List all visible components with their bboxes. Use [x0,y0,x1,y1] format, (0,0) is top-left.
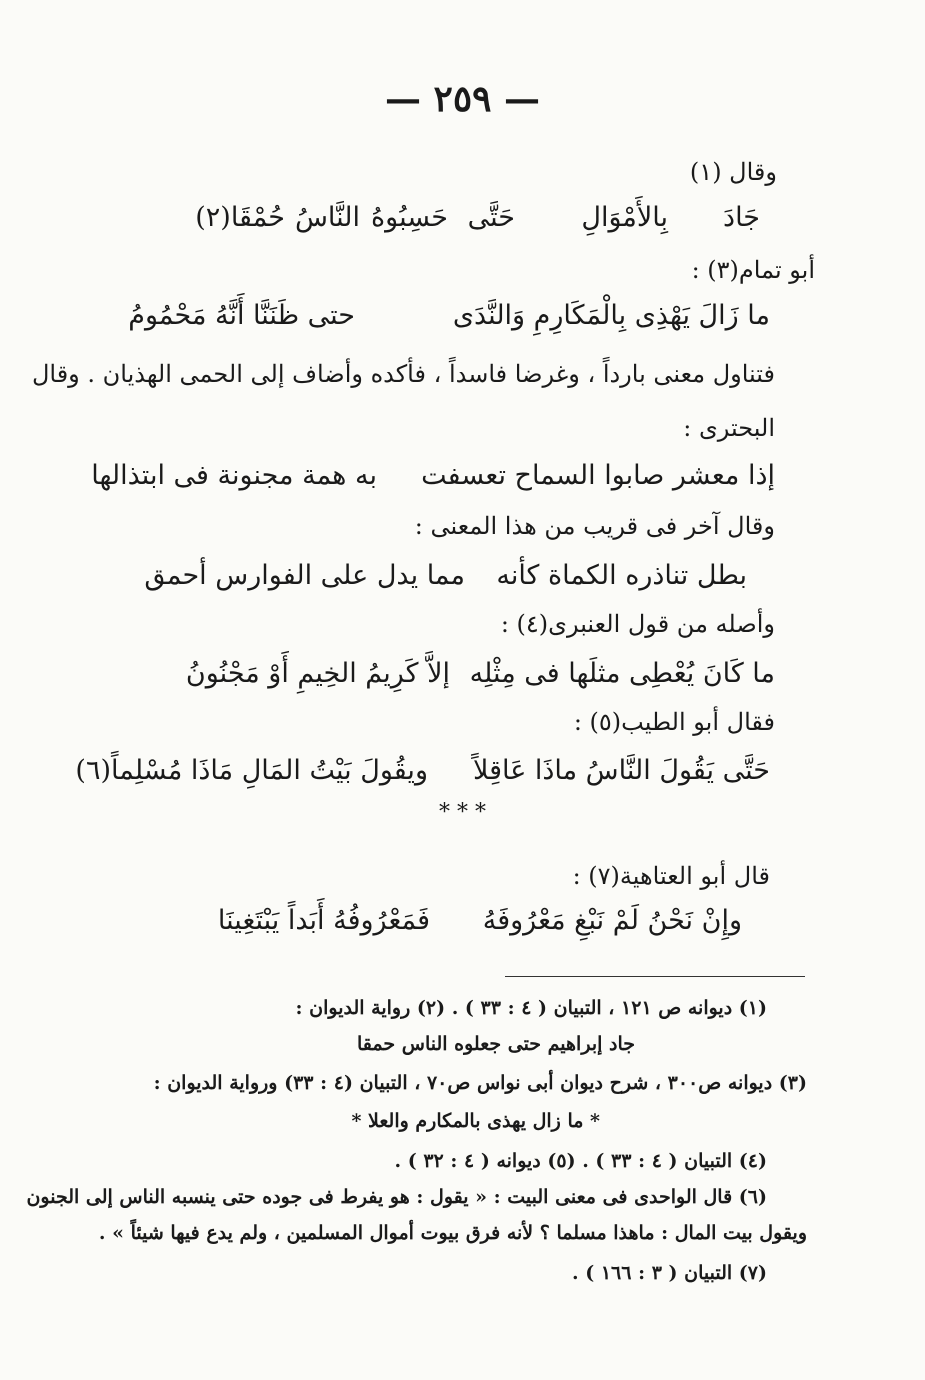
verse-3-second-half: به همة مجنونة فى ابتذالها [91,460,377,491]
intro-line: وقال (١) [689,158,777,186]
prose-line: وقال آخر فى قريب من هذا المعنى : [414,512,775,540]
verse-3-first-half: إذا معشر صابوا السماح تعسفت [421,460,775,491]
footnote-7: (٧) التبيان ( ٣ : ١٦٦ ) . [572,1262,767,1284]
verse-4-second-half: مما يدل على الفوارس أحمق [144,560,465,591]
verse-1-word-2: بِالأَمْوَالِ [581,202,668,233]
verse-1-word-4: حَسِبُوهُ [370,202,448,233]
verse-1-word-3: حَتَّى [467,202,515,233]
footnote-4-5: (٤) التبيان ( ٤ : ٣٣ ) . (٥) ديوانه ( ٤ : ٣٢ ) . [394,1150,767,1172]
verse-2-first-half: ما زَالَ يَهْذِى بِالْمَكَارِمِ وَالنَّدَى [452,300,770,331]
verse-2-second-half: حتى ظَنَنَّا أَنَّهُ مَحْمُومُ [128,300,355,331]
verse-1-word-6: حُمْقَا(٢) [195,202,285,233]
prose-line: فتناول معنى بارداً ، وغرضا فاسداً ، فأكده وأضاف إلى الحمى الهذيان . وقال [31,360,775,388]
prose-line: قال أبو العتاهية(٧) : [572,862,770,890]
verse-4-first-half: بطل تناذره الكماة كأنه [496,560,747,591]
verse-5-second-half: إلاَّ كَرِيمُ الخِيمِ أَوْ مَجْنُونُ [185,658,450,689]
page-number: — ٢٥٩ — [384,78,541,120]
verse-1-word-1: جَادَ [723,202,760,233]
poet-heading: أبو تمام(٣) : [691,256,815,284]
verse-7-second-half: فَمَعْرُوفُهُ أَبَداً يَبْتَغِينَا [217,905,430,936]
verse-5-first-half: ما كَانَ يُعْطِى مثلَها فى مِثْلِه [469,658,775,689]
prose-line: وأصله من قول العنبرى(٤) : [500,610,775,638]
verse-6-first-half: حَتَّى يَقُولَ النَّاسُ ماذَا عَاقِلاً [472,755,770,786]
footnote-divider [505,976,805,977]
footnote-2-verse: جاد إبراهيم حتى جعلوه الناس حمقا [357,1033,635,1055]
footnote-3: (٣) ديوانه ص٣٠٠ ، شرح ديوان أبى نواس ص٧٠ ، التبيان (٤ : ٣٣) ورواية الديوان : [153,1072,807,1094]
section-separator: * * * [439,800,486,825]
prose-line: البحترى : [683,414,775,442]
verse-7-first-half: وإِنْ نَحْنُ لَمْ نَبْغِ مَعْرُوفَهُ [482,905,742,936]
verse-1-word-5: النَّاسُ [294,202,360,233]
footnote-1: (١) ديوانه ص ١٢١ ، التبيان ( ٤ : ٣٣ ) . (٢) رواية الديوان : [295,997,767,1019]
prose-line: فقال أبو الطيب(٥) : [573,708,775,736]
footnote-6: (٦) قال الواحدى فى معنى البيت : « يقول : هو يفرط فى جوده حتى ينسبه الناس إلى الجنون [26,1186,767,1208]
verse-6-second-half: ويقُولَ بَيْتُ المَالِ مَاذَا مُسْلِماً(٦) [75,755,428,786]
footnote-6-continued: ويقول بيت المال : ماهذا مسلما ؟ لأنه فرق بيوت أموال المسلمين ، ولم يدع فيها شيئاً » . [98,1222,807,1244]
footnote-3-verse: * ما زال يهذى بالمكارم والعلا * [351,1110,600,1132]
